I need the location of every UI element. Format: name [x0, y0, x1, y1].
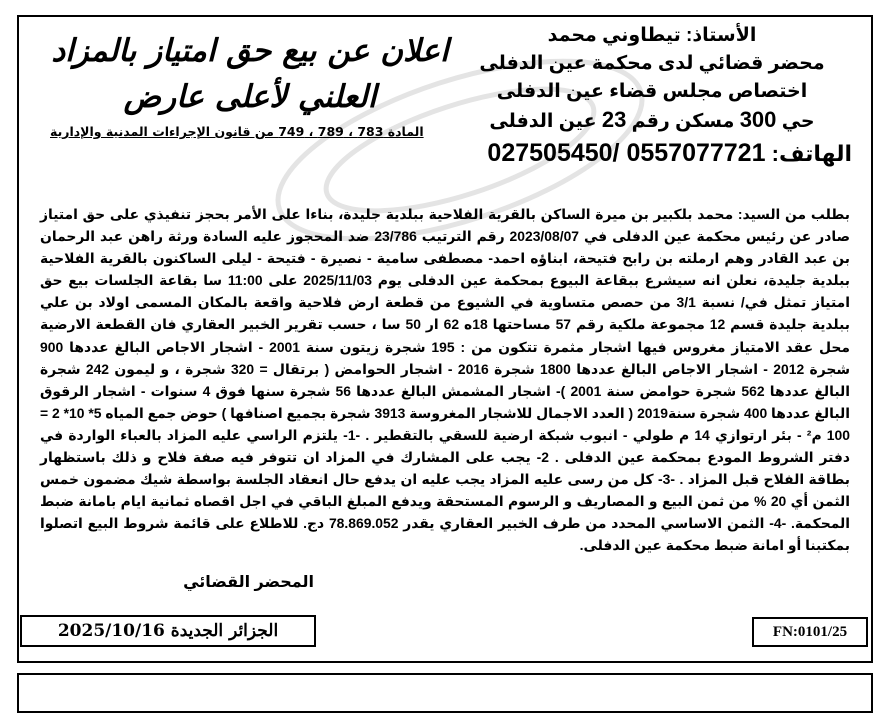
notice-heading — [40, 28, 460, 139]
bailiff-header — [452, 22, 852, 169]
bailiff-address — [452, 106, 852, 136]
address-part: 23 — [601, 107, 627, 132]
bailiff-role: محضر قضائي لدى محكمة عين الدفلى — [479, 53, 825, 74]
notice-title-line-1: اعلان عن بيع حق امتياز بالمزاد — [51, 33, 449, 69]
next-notice-frame — [17, 673, 873, 713]
bailiff-phone — [452, 138, 852, 169]
bailiff-jurisdiction: اختصاص مجلس قضاء عين الدفلى — [496, 81, 808, 102]
signature: المحضر القضائي — [183, 574, 314, 591]
address-part: 300 — [739, 107, 777, 132]
address-part: حي — [781, 111, 815, 132]
address-part: عين الدفلى — [489, 111, 597, 132]
bailiff-name: الأستاذ: تيطاوني محمد — [547, 25, 757, 46]
phone-numbers: 027505450/ 0557077721 — [487, 139, 766, 167]
fn-code: FN:0101/25 — [752, 617, 868, 647]
notice-body: بطلب من السيد: محمد بلكبير بن ميرة الساكن بالقرية الفلاحية ببلدية جليدة، بناءا على الأمر بحجز تنفيذي على حق امتياز صادر عن رئيس محكمة عين الدفلى في 2023/08/07 رقم الترتيب 23/786 ضد المحجوز عليه السادة ورثة راهن عبد الرحمان بن عبد القادر وهم ارملته بن رابح فتيحة، ابناؤه احمد- مصطفى سامية - نصيرة - فتيحة - ليلى الساكنون بالقرية الفلاحية ببلدية جليدة، نعلن انه سيشرع ببقاعة البيوع بمحكمة عين الدفلى يوم 2025/11/03 على 11:00 سا بقاعة الجلسات بيع حق امتياز تمثل في/ نسبة 3/1 من حصص متساوية في الشيوع من قطعة ارض فلاحية واقعة بالمكان المسمى اولاد بن علي ببلدية جليدة قسم 12 مجموعة ملكية رقم 57 مساحتها 18ه 62 ار 50 سا ، حسب تقرير الخبير العقاري فان القطعة الارضية محل عقد الامتياز مغروس فيها اشجار مثمرة تتكون من : 195 شجرة زيتون سنة 2001 - اشجار الاجاص البالغ عددها 900 شجرة 2012 - اشجار الاجاص البالغ عددها 1800 شجرة 2016 - اشجار الحوامض ( برتقال = 320 شجرة ، و ليمون 242 شجرة البالغ عددها 562 شجرة حوامض سنة 2001 )- اشجار المشمش البالغ عددها 56 شجرة سنها فوق 4 سنوات - اشجار الرقوق البالغ عددها 400 شجرة سنة2019 ( العدد الاجمال للاشجار المغروسة 3913 شجرة بجميع اصنافها ) حوض جمع المياه 5* 10* 2 = 100 م² - بئر ارتوازي 14 م طولي - انبوب شبكة ارضية للسقي بالتقطير . -1- يلتزم الراسي عليه المزاد بالعباء الواردة في دفتر الشروط المودع بمحكمة عين الدفلى . 2- يجب على المشارك في المزاد ان تتوفر فيه صفة فلاح و ذلك باستظهار بطاقة الفلاح قبل المزاد . -3- كل من رسى عليه المزاد يجب عليه ان يدفع حال انعقاد الجلسة بواسطة شيك مضمون خمس الثمن أي 20 % من ثمن البيع و المصاريف و الرسوم المستحقة ويدفع المبلغ الباقي في اجل اقصاه ثمانية ايام بامانة ضبط المحكمة. -4- الثمن الاساسي المحدد من طرف الخبير العقاري يقدر 78.869.052 دج. للاطلاع على قائمة شروط البيع اتصلوا بمكتبنا أو امانة ضبط محكمة عين الدفلى. — [40, 206, 851, 554]
legal-article-reference: المادة 783 ، 789 ، 749 من قانون الإجراءات المدنية والإدارية — [50, 124, 424, 139]
phone-label: الهاتف: — [771, 141, 852, 166]
notice-title-line-2: العلني لأعلى عارض — [123, 79, 377, 115]
address-part: مسكن رقم — [631, 111, 735, 132]
newspaper-date: الجزائر الجديدة 2025/10/16 — [20, 615, 316, 647]
